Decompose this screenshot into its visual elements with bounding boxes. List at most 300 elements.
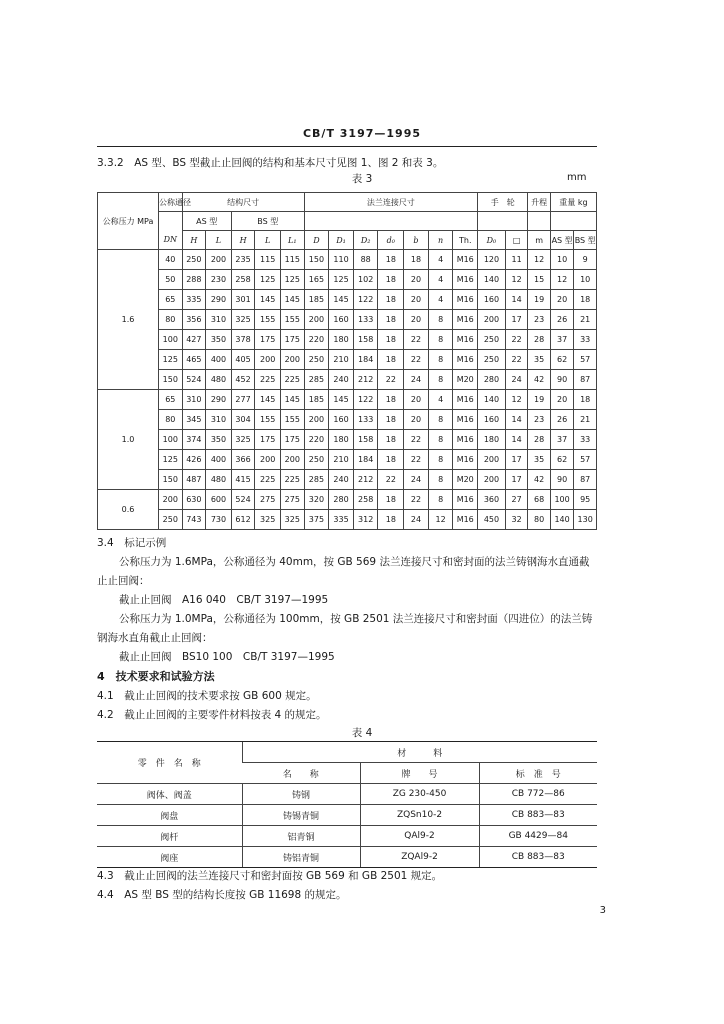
cell-H: 630 [182, 490, 206, 510]
cell-as: 37 [550, 330, 574, 350]
cell-D: 375 [304, 510, 329, 530]
cell-D1: 145 [329, 390, 354, 410]
cell-dn: 150 [159, 370, 183, 390]
cell-D1: 145 [329, 290, 354, 310]
cell-grade: ZQAl9-2 [360, 847, 479, 868]
cell-L: 310 [206, 310, 232, 330]
table-row [98, 270, 597, 290]
cell-L1: 145 [281, 290, 305, 310]
header-col: D₀ [478, 231, 506, 250]
cell-D: 220 [304, 330, 329, 350]
cell-D2: 184 [353, 350, 378, 370]
cell-L2: 145 [255, 390, 281, 410]
cell-n: 8 [428, 470, 453, 490]
clause-3-3-2: 3.3.2 AS 型、BS 型截止止回阀的结构和基本尺寸见图 1、图 2 和表 3。 [97, 157, 444, 169]
cell-b: 24 [404, 370, 429, 390]
cell-L1: 325 [281, 510, 305, 530]
table-row [98, 410, 597, 430]
header-col: D [304, 231, 329, 250]
cell-L: 310 [206, 410, 232, 430]
header-col: BS 型 [574, 231, 597, 250]
cell-d0: 18 [378, 250, 404, 270]
cell-b: 22 [404, 490, 429, 510]
cell-L2: 325 [255, 510, 281, 530]
table-row [98, 430, 597, 450]
cell-sq: 32 [505, 510, 527, 530]
cell-bs: 87 [574, 370, 597, 390]
header-blank [550, 212, 596, 231]
cell-m: 28 [528, 330, 550, 350]
cell-H2: 277 [231, 390, 255, 410]
cell-D1: 280 [329, 490, 354, 510]
cell-name: 铝青铜 [242, 826, 360, 847]
cell-H: 335 [182, 290, 206, 310]
cell-D1: 240 [329, 470, 354, 490]
cell-b: 22 [404, 450, 429, 470]
cell-D0: 200 [478, 310, 506, 330]
header-col: L [255, 231, 281, 250]
cell-L2: 200 [255, 450, 281, 470]
cell-L2: 225 [255, 370, 281, 390]
table-row [98, 370, 597, 390]
cell-dn: 150 [159, 470, 183, 490]
cell-as: 26 [550, 310, 574, 330]
cell-L1: 175 [281, 330, 305, 350]
header-part: 零 件 名 称 [97, 742, 242, 784]
cell-D2: 122 [353, 390, 378, 410]
cell-m: 35 [528, 450, 550, 470]
cell-L2: 175 [255, 330, 281, 350]
cell-sq: 12 [505, 270, 527, 290]
cell-dn: 80 [159, 310, 183, 330]
cell-grade: ZQSn10-2 [360, 805, 479, 826]
cell-D0: 200 [478, 450, 506, 470]
cell-dn: 200 [159, 490, 183, 510]
cell-L: 290 [206, 390, 232, 410]
cell-bs: 21 [574, 410, 597, 430]
cell-L: 400 [206, 350, 232, 370]
cell-m: 19 [528, 390, 550, 410]
cell-D1: 125 [329, 270, 354, 290]
header-col: d₀ [378, 231, 404, 250]
cell-b: 20 [404, 290, 429, 310]
cell-as: 37 [550, 430, 574, 450]
cell-H: 524 [182, 370, 206, 390]
marking-example-1: 截止止回阀 A16 040 CB/T 3197—1995 [119, 594, 329, 606]
cell-d0: 18 [378, 310, 404, 330]
cell-th: M16 [453, 410, 478, 430]
cell-H2: 325 [231, 430, 255, 450]
cell-D0: 250 [478, 350, 506, 370]
cell-part: 阀杆 [97, 826, 242, 847]
cell-name: 铸铝青铜 [242, 847, 360, 868]
table-row [98, 450, 597, 470]
clause-4-2: 4.2 截止止回阀的主要零件材料按表 4 的规定。 [97, 709, 327, 721]
cell-D0: 180 [478, 430, 506, 450]
pressure-cell: 0.6 [98, 490, 159, 530]
cell-d0: 18 [378, 390, 404, 410]
cell-D1: 180 [329, 430, 354, 450]
cell-D1: 110 [329, 250, 354, 270]
cell-bs: 9 [574, 250, 597, 270]
cell-H: 345 [182, 410, 206, 430]
cell-bs: 95 [574, 490, 597, 510]
header-grade: 牌 号 [360, 763, 479, 784]
cell-D: 320 [304, 490, 329, 510]
cell-m: 15 [528, 270, 550, 290]
header-dn-symbol: DN [159, 231, 183, 250]
cell-n: 8 [428, 430, 453, 450]
cell-sq: 22 [505, 350, 527, 370]
cell-th: M16 [453, 510, 478, 530]
cell-H: 356 [182, 310, 206, 330]
cell-D0: 450 [478, 510, 506, 530]
cell-L: 350 [206, 330, 232, 350]
cell-n: 8 [428, 370, 453, 390]
cell-H2: 258 [231, 270, 255, 290]
cell-H2: 612 [231, 510, 255, 530]
cell-D1: 210 [329, 350, 354, 370]
cell-L1: 225 [281, 370, 305, 390]
header-col: b [404, 231, 429, 250]
cell-n: 8 [428, 330, 453, 350]
table-row [98, 490, 597, 510]
cell-dn: 40 [159, 250, 183, 270]
cell-as: 100 [550, 490, 574, 510]
cell-L1: 225 [281, 470, 305, 490]
cell-L1: 155 [281, 310, 305, 330]
cell-L: 480 [206, 370, 232, 390]
cell-L: 350 [206, 430, 232, 450]
cell-bs: 57 [574, 350, 597, 370]
cell-L1: 200 [281, 350, 305, 370]
table-row [98, 290, 597, 310]
header-dn-cont [159, 212, 183, 231]
cell-n: 8 [428, 310, 453, 330]
cell-H2: 366 [231, 450, 255, 470]
cell-D0: 360 [478, 490, 506, 510]
header-rule [97, 146, 597, 147]
cell-th: M16 [453, 350, 478, 370]
cell-d0: 18 [378, 490, 404, 510]
header-col: □ [505, 231, 527, 250]
page-number: 3 [599, 905, 606, 916]
cell-D1: 180 [329, 330, 354, 350]
cell-d0: 18 [378, 290, 404, 310]
cell-th: M20 [453, 470, 478, 490]
header-col: L [206, 231, 232, 250]
header-struct: 结构尺寸 [182, 193, 304, 212]
header-flange: 法兰连接尺寸 [304, 193, 477, 212]
cell-H2: 452 [231, 370, 255, 390]
cell-as: 10 [550, 250, 574, 270]
cell-sq: 14 [505, 430, 527, 450]
cell-bs: 33 [574, 430, 597, 450]
cell-n: 12 [428, 510, 453, 530]
table-row [97, 805, 597, 826]
marking-example-2: 截止止回阀 BS10 100 CB/T 3197—1995 [119, 651, 335, 663]
cell-D2: 133 [353, 310, 378, 330]
cell-th: M16 [453, 250, 478, 270]
header-name: 名 称 [242, 763, 360, 784]
cell-part: 阀盘 [97, 805, 242, 826]
cell-sq: 22 [505, 330, 527, 350]
cell-d0: 18 [378, 410, 404, 430]
cell-H2: 304 [231, 410, 255, 430]
header-dn: 公称通径 [159, 193, 183, 212]
cell-n: 4 [428, 290, 453, 310]
cell-bs: 18 [574, 290, 597, 310]
cell-D: 165 [304, 270, 329, 290]
cell-dn: 125 [159, 450, 183, 470]
cell-D2: 258 [353, 490, 378, 510]
cell-name: 铸钢 [242, 784, 360, 805]
cell-D: 220 [304, 430, 329, 450]
table-3 [97, 192, 597, 530]
cell-n: 8 [428, 410, 453, 430]
cell-D2: 158 [353, 330, 378, 350]
header-mass: 重量 kg [550, 193, 596, 212]
cell-L: 290 [206, 290, 232, 310]
table-row [98, 250, 597, 270]
header-col: D₁ [329, 231, 354, 250]
cell-sq: 12 [505, 390, 527, 410]
cell-D2: 312 [353, 510, 378, 530]
cell-std: CB 772—86 [479, 784, 597, 805]
cell-d0: 22 [378, 370, 404, 390]
cell-sq: 17 [505, 470, 527, 490]
cell-D: 185 [304, 290, 329, 310]
cell-d0: 18 [378, 430, 404, 450]
cell-dn: 50 [159, 270, 183, 290]
cell-bs: 130 [574, 510, 597, 530]
cell-m: 28 [528, 430, 550, 450]
cell-H: 288 [182, 270, 206, 290]
cell-b: 20 [404, 270, 429, 290]
table3-caption: 表 3 [351, 173, 373, 185]
cell-n: 4 [428, 390, 453, 410]
cell-H: 374 [182, 430, 206, 450]
cell-b: 22 [404, 430, 429, 450]
cell-L: 200 [206, 250, 232, 270]
cell-b: 18 [404, 250, 429, 270]
cell-th: M16 [453, 330, 478, 350]
cell-dn: 100 [159, 430, 183, 450]
cell-D1: 160 [329, 310, 354, 330]
cell-D: 185 [304, 390, 329, 410]
cell-D: 250 [304, 450, 329, 470]
pressure-cell: 1.6 [98, 250, 159, 390]
header-handwheel: 手 轮 [478, 193, 528, 212]
cell-bs: 57 [574, 450, 597, 470]
table-row [98, 510, 597, 530]
header-col: m [528, 231, 550, 250]
cell-part: 阀体、阀盖 [97, 784, 242, 805]
cell-dn: 250 [159, 510, 183, 530]
cell-L2: 225 [255, 470, 281, 490]
cell-th: M16 [453, 390, 478, 410]
table-4 [97, 741, 597, 868]
cell-b: 22 [404, 330, 429, 350]
doc-header: CB/T 3197—1995 [302, 127, 422, 140]
cell-H: 743 [182, 510, 206, 530]
cell-name: 铸锡青铜 [242, 805, 360, 826]
cell-sq: 14 [505, 410, 527, 430]
header-col: D₂ [353, 231, 378, 250]
cell-th: M16 [453, 450, 478, 470]
cell-sq: 14 [505, 290, 527, 310]
cell-std: CB 883—83 [479, 847, 597, 868]
cell-L1: 125 [281, 270, 305, 290]
table-row [98, 390, 597, 410]
cell-D: 285 [304, 470, 329, 490]
cell-H: 426 [182, 450, 206, 470]
cell-D0: 250 [478, 330, 506, 350]
cell-d0: 18 [378, 350, 404, 370]
cell-dn: 65 [159, 390, 183, 410]
cell-as: 62 [550, 450, 574, 470]
clause-4-4: 4.4 AS 型 BS 型的结构长度按 GB 11698 的规定。 [97, 889, 347, 901]
cell-n: 8 [428, 450, 453, 470]
cell-b: 24 [404, 510, 429, 530]
cell-H: 310 [182, 390, 206, 410]
cell-H2: 235 [231, 250, 255, 270]
cell-dn: 65 [159, 290, 183, 310]
table-row [97, 826, 597, 847]
table-row [98, 350, 597, 370]
cell-sq: 27 [505, 490, 527, 510]
cell-L1: 155 [281, 410, 305, 430]
cell-D0: 120 [478, 250, 506, 270]
cell-D0: 200 [478, 470, 506, 490]
cell-H: 250 [182, 250, 206, 270]
header-col: L₁ [281, 231, 305, 250]
cell-m: 80 [528, 510, 550, 530]
header-material: 材 料 [242, 742, 597, 763]
cell-th: M16 [453, 430, 478, 450]
cell-L: 230 [206, 270, 232, 290]
cell-D: 285 [304, 370, 329, 390]
cell-as: 20 [550, 290, 574, 310]
cell-m: 23 [528, 410, 550, 430]
cell-sq: 17 [505, 450, 527, 470]
cell-L1: 145 [281, 390, 305, 410]
table-row [97, 847, 597, 868]
cell-D: 200 [304, 410, 329, 430]
cell-H: 427 [182, 330, 206, 350]
header-bs: BS 型 [231, 212, 304, 231]
pressure-cell: 1.0 [98, 390, 159, 490]
cell-n: 8 [428, 490, 453, 510]
cell-D1: 335 [329, 510, 354, 530]
cell-H2: 301 [231, 290, 255, 310]
cell-bs: 18 [574, 390, 597, 410]
cell-as: 12 [550, 270, 574, 290]
cell-L2: 275 [255, 490, 281, 510]
cell-D: 200 [304, 310, 329, 330]
clause-3-4-example-2: 公称压力为 1.0MPa，公称通径为 100mm，按 GB 2501 法兰连接尺寸和密封面（四进位）的法兰铸钢海水直角截止止回阀： [97, 613, 593, 644]
header-col: H [182, 231, 206, 250]
cell-grade: ZG 230-450 [360, 784, 479, 805]
cell-std: CB 883—83 [479, 805, 597, 826]
cell-th: M16 [453, 490, 478, 510]
cell-H2: 378 [231, 330, 255, 350]
cell-d0: 22 [378, 470, 404, 490]
cell-L1: 115 [281, 250, 305, 270]
cell-D0: 280 [478, 370, 506, 390]
cell-b: 24 [404, 470, 429, 490]
table-row [98, 330, 597, 350]
cell-b: 20 [404, 310, 429, 330]
cell-m: 42 [528, 470, 550, 490]
cell-bs: 21 [574, 310, 597, 330]
cell-bs: 33 [574, 330, 597, 350]
cell-L1: 175 [281, 430, 305, 450]
cell-H2: 415 [231, 470, 255, 490]
cell-d0: 18 [378, 450, 404, 470]
cell-grade: QAl9-2 [360, 826, 479, 847]
table-row [97, 784, 597, 805]
cell-D2: 212 [353, 470, 378, 490]
cell-D: 250 [304, 350, 329, 370]
table-row [98, 310, 597, 330]
cell-D2: 122 [353, 290, 378, 310]
cell-L2: 125 [255, 270, 281, 290]
header-blank [478, 212, 528, 231]
cell-D1: 240 [329, 370, 354, 390]
cell-D2: 102 [353, 270, 378, 290]
cell-d0: 18 [378, 270, 404, 290]
cell-D0: 160 [478, 290, 506, 310]
cell-L1: 275 [281, 490, 305, 510]
cell-D2: 133 [353, 410, 378, 430]
header-pressure: 公称压力 MPa [98, 193, 159, 250]
header-std: 标 准 号 [479, 763, 597, 784]
cell-L2: 115 [255, 250, 281, 270]
cell-m: 12 [528, 250, 550, 270]
header-blank [528, 212, 550, 231]
cell-L1: 200 [281, 450, 305, 470]
header-blank [304, 212, 477, 231]
cell-as: 62 [550, 350, 574, 370]
cell-D0: 140 [478, 390, 506, 410]
cell-D2: 184 [353, 450, 378, 470]
cell-n: 4 [428, 270, 453, 290]
cell-D0: 160 [478, 410, 506, 430]
section-4-title: 4 技术要求和试验方法 [97, 670, 215, 683]
clause-3-4-title: 3.4 标记示例 [97, 537, 167, 549]
cell-D2: 88 [353, 250, 378, 270]
cell-th: M16 [453, 270, 478, 290]
cell-D: 150 [304, 250, 329, 270]
cell-D1: 160 [329, 410, 354, 430]
cell-d0: 18 [378, 510, 404, 530]
cell-m: 68 [528, 490, 550, 510]
header-lift: 升程 [528, 193, 550, 212]
cell-L2: 155 [255, 310, 281, 330]
cell-dn: 125 [159, 350, 183, 370]
header-col: AS 型 [550, 231, 574, 250]
header-col: n [428, 231, 453, 250]
table3-unit: mm [567, 172, 587, 183]
cell-b: 20 [404, 390, 429, 410]
cell-as: 26 [550, 410, 574, 430]
table4-caption: 表 4 [351, 727, 373, 739]
cell-H: 465 [182, 350, 206, 370]
header-col: H [231, 231, 255, 250]
cell-H: 487 [182, 470, 206, 490]
cell-b: 22 [404, 350, 429, 370]
